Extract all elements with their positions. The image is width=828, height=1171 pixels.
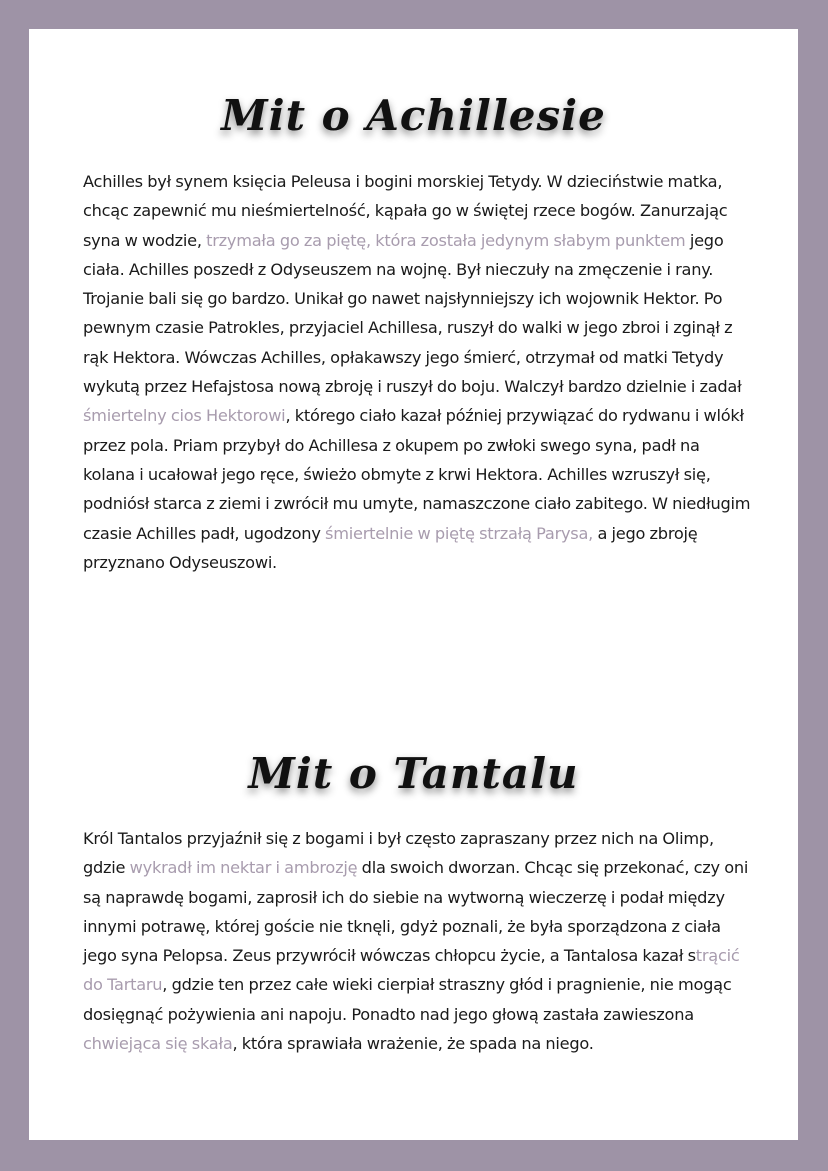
highlighted-text-run: śmiertelny cios Hektorowi (83, 406, 286, 426)
section-title-tantal: Mit o Tantalu (248, 749, 579, 798)
text-run: , gdzie ten przez całe wieki cierpiał straszny głód i pragnienie, nie mogąc dosięgnąć pożywienia ani napoju. Ponadto nad jego głową zastała zawieszona (83, 975, 732, 1024)
text-run: a jego zbroję przyznano Odyseuszowi. (83, 523, 698, 572)
text-run: , którego ciało kazał później przywiązać do rydwanu i wlókł przez pola. Priam przybył do Achillesa z okupem po zwłoki swego syna, padł na kolana i ucałował jego ręce, świeżo obmyte z krwi Hektora. Achilles wzruszył się, podniósł starca z ziemi i zwrócił mu umyte, namaszczone ciało zabitego. W niedługim czasie Achilles padł, ugodzony (83, 406, 751, 543)
document-page (29, 29, 798, 1140)
highlighted-text-run: śmiertelnie w piętę strzałą Parysa, (325, 523, 594, 543)
section-body-tantal (83, 824, 753, 1058)
text-run: jego ciała. Achilles poszedł z Odyseuszem na wojnę. Był nieczuły na zmęczenie i rany. Trojanie bali się go bardzo. Unikał go nawet najsłynniejszy ich wojownik Hektor. Po pewnym czasie Patrokles, przyjaciel Achillesa, ruszył do walki w jego zbroi i zginął z rąk Hektora. Wówczas Achilles, opłakawszy jego śmierć, otrzymał od matki Tetydy wykutą przez Hefajstosa nową zbroję i ruszył do boju. Walczył bardzo dzielnie i zadał (83, 230, 742, 397)
highlighted-text-run: trącić do Tartaru (83, 946, 740, 995)
text-run: , która sprawiała wrażenie, że spada na niego. (232, 1034, 594, 1054)
highlighted-text-run: wykradł im nektar i ambrozję (129, 858, 358, 878)
text-run: Achilles był synem księcia Peleusa i bogini morskiej Tetydy. W dzieciństwie matka, chcąc zapewnić mu nieśmiertelność, kąpała go w świętej rzece bogów. Zanurzając syna w wodzie, (83, 172, 728, 250)
text-run: dla swoich dworzan. Chcąc się przekonać, czy oni są naprawdę bogami, zaprosił ich do siebie na wytworną wieczerzę i podał między innymi potrawę, której goście nie tknęli, gdyż poznali, że była sporządzona z ciała jego syna Pelopsa. Zeus przywrócił wówczas chłopcu życie, a Tantalosa kazał s (83, 858, 749, 966)
highlighted-text-run: chwiejąca się skała (83, 1034, 233, 1054)
text-run: Król Tantalos przyjaźnił się z bogami i był często zapraszany przez nich na Olimp, gdzie (83, 829, 714, 878)
section-body-achilles (83, 167, 753, 577)
section-title-achilles: Mit o Achillesie (221, 91, 606, 140)
highlighted-text-run: trzymała go za piętę, która została jedynym słabym punktem (206, 230, 686, 250)
